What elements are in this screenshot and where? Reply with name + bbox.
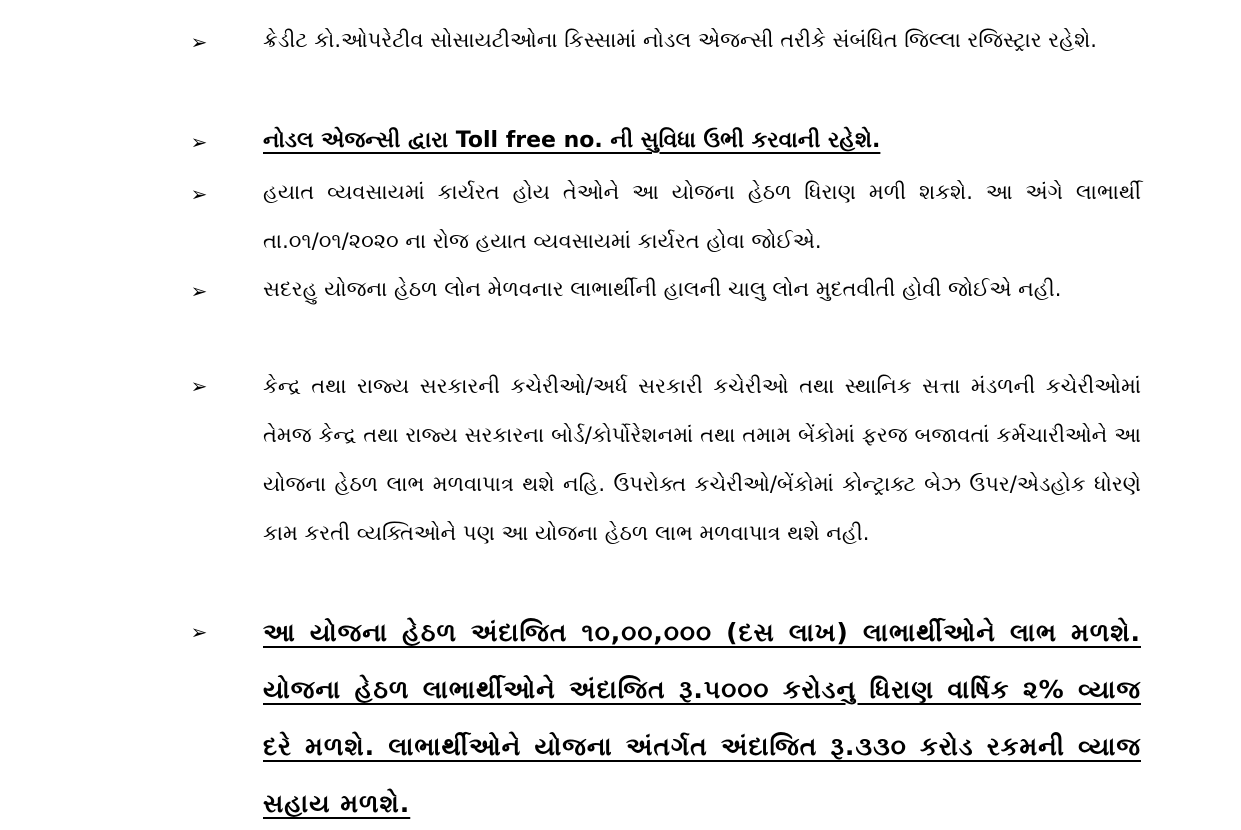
arrow-bullet-icon: ➢ (190, 182, 208, 206)
list-item-text: સદરહુ યોજના હેઠળ લોન મેળવનાર લાભાર્થીની હાલની ચાલુ લોન મુદતવીતી હોવી જોઈએ નહી. (263, 277, 1062, 301)
arrow-bullet-icon: ➢ (190, 279, 208, 303)
list-item-text-emphasized: નોડલ એજન્સી દ્વારા Toll free no. ની સુવિધા ઉભી કરવાની રહેશે. (263, 128, 881, 153)
list-item-text: હયાત વ્યવસાયમાં કાર્યરત હોય તેઓને આ યોજના હેઠળ ધિરાણ મળી શકશે. આ અંગે લાભાર્થી તા.૦૧/૦૧/૨૦૨૦ ના રોજ હયાત વ્યવસાયમાં કાર્યરત હોવા જોઈએ. (263, 180, 1141, 253)
list-item-text: ક્રેડીટ કો.ઓપરેટીવ સોસાયટીઓના કિસ્સામાં નોડલ એજન્સી તરીકે સંબંધિત જિલ્લા રજિસ્ટ્રાર રહેશે. (263, 28, 1097, 52)
arrow-bullet-icon: ➢ (190, 374, 208, 398)
arrow-bullet-icon: ➢ (190, 30, 208, 54)
list-item-text: કેન્દ્ર તથા રાજ્ય સરકારની કચેરીઓ/અર્ધ સરકારી કચેરીઓ તથા સ્થાનિક સત્તા મંડળની કચેરીઓમાં તેમજ કેન્દ્ર તથા રાજ્ય સરકારના બોર્ડ/કોર્પોરેશનમાં તથા તમામ બેંકોમાં ફરજ બજાવતાં કર્મચારીઓને આ યોજના હેઠળ લાભ મળવાપાત્ર થશે નહિ. ઉપરોક્ત કચેરીઓ/બેંકોમાં કોન્ટ્રાક્ટ બેઝ ઉપર/એડહોક ધોરણે કામ કરતી વ્યક્તિઓને પણ આ યોજના હેઠળ લાભ મળવાપાત્ર થશે નહી. (263, 374, 1141, 545)
arrow-bullet-icon: ➢ (190, 620, 208, 644)
list-item-text-emphasized: આ યોજના હેઠળ અંદાજિત ૧૦,૦૦,૦૦૦ (દસ લાખ) લાભાર્થીઓને લાભ મળશે. યોજના હેઠળ લાભાર્થીઓને અંદાજિત રૂ.૫૦૦૦ કરોડનુ ધિરાણ વાર્ષિક ૨% વ્યાજ દરે મળશે. લાભાર્થીઓને યોજના અંતર્ગત અંદાજિત રૂ.૩૩૦ કરોડ રકમની વ્યાજ સહાય મળશે. (263, 618, 1141, 818)
arrow-bullet-icon: ➢ (190, 130, 208, 154)
